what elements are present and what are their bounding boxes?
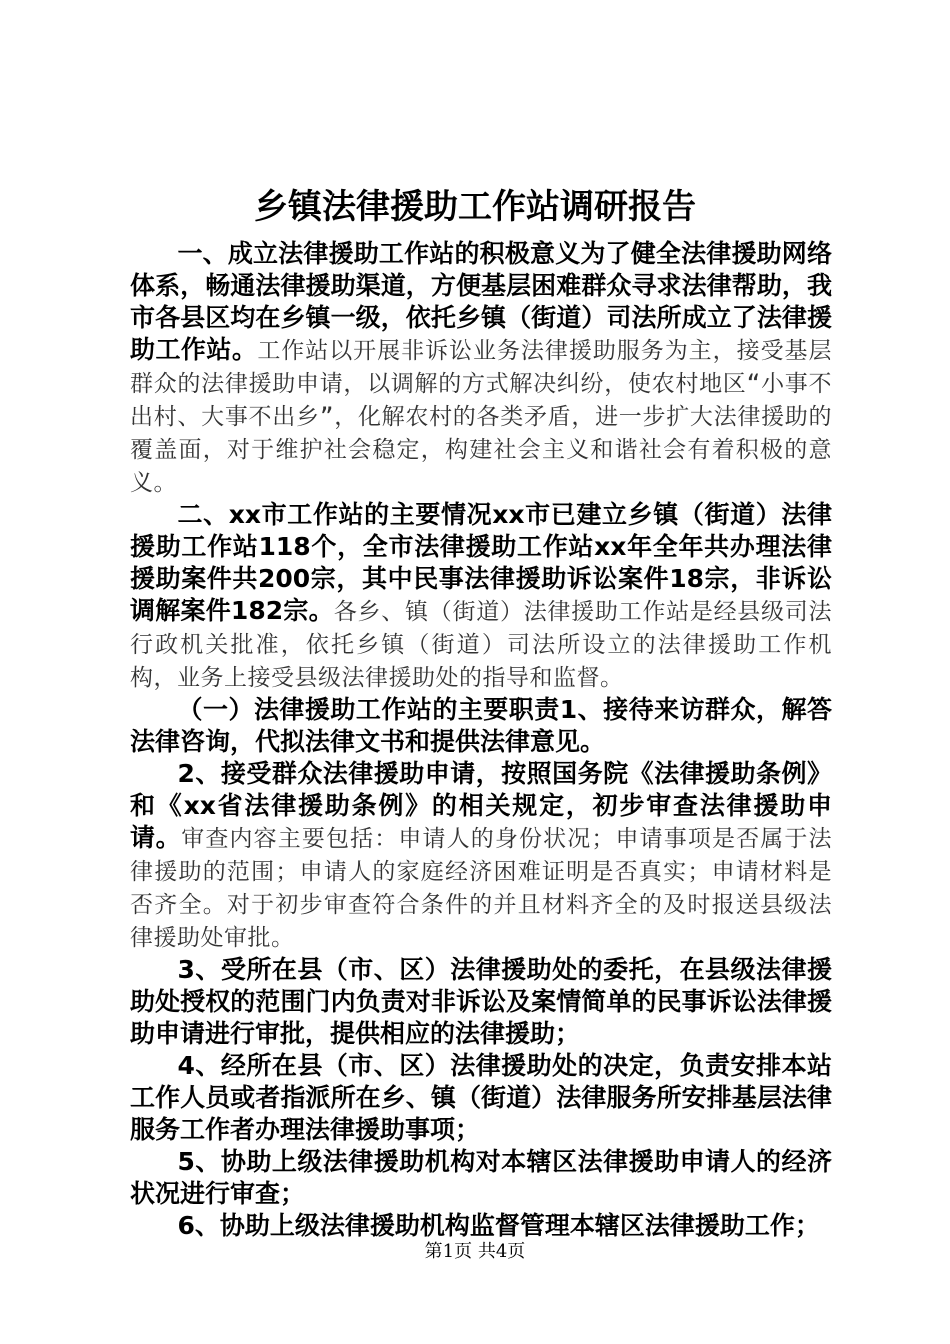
- paragraph: [130, 1210, 832, 1242]
- paragraph-heading-text: 3、受所在县（市、区）法律援助处的委托，在县级法律援助处授权的范围门内负责对非诉讼及案情简单的民事诉讼法律援助申请进行审批，提供相应的法律援助；: [130, 955, 832, 1048]
- document-title: 乡镇法律援助工作站调研报告: [254, 187, 696, 227]
- paragraph: [130, 238, 832, 499]
- paragraph: [130, 1146, 832, 1210]
- paragraph: [130, 758, 832, 954]
- paragraph: [130, 499, 832, 694]
- paragraph: [130, 694, 832, 758]
- paragraph-heading-text: （一）法律援助工作站的主要职责1、接待来访群众，解答法律咨询，代拟法律文书和提供法律意见。: [130, 695, 832, 756]
- paragraph-body-text: 审查内容主要包括：申请人的身份状况；申请事项是否属于法律援助的范围；申请人的家庭经济困难证明是否真实；申请材料是否齐全。对于初步审查符合条件的并且材料齐全的及时报送县级法律援助处审批。: [130, 826, 832, 951]
- paragraph-heading-text: 2、接受群众法律援助申请，按照国务院《法律援助条例》和《xx省法律援助条例》的相关规定，初步审查法律援助申请。: [130, 759, 832, 852]
- page-number-footer: 第1页 共4页: [424, 1241, 526, 1262]
- paragraph-heading-text: 6、协助上级法律援助机构监督管理本辖区法律援助工作；: [177, 1211, 820, 1240]
- paragraph-body-text: 工作站以开展非诉讼业务法律援助服务为主，接受基层群众的法律援助申请，以调解的方式解决纠纷，使农村地区“小事不出村、大事不出乡”，化解农村的各类矛盾，进一步扩大法律援助的覆盖面，对于维护社会稳定，构建社会主义和谐社会有着积极的意义。: [130, 338, 832, 496]
- paragraph-heading-text: 二、xx市工作站的主要情况xx市已建立乡镇（街道）法律援助工作站118个，全市法律援助工作站xx年全年共办理法律援助案件共200宗，其中民事法律援助诉讼案件18宗，非诉讼调解案件182宗。: [130, 500, 832, 625]
- paragraph-heading-text: 4、经所在县（市、区）法律援助处的决定，负责安排本站工作人员或者指派所在乡、镇（街道）法律服务所安排基层法律服务工作者办理法律援助事项；: [130, 1051, 832, 1144]
- paragraph-body-text: 各乡、镇（街道）法律援助工作站是经县级司法行政机关批准，依托乡镇（街道）司法所设立的法律援助工作机构，业务上接受县级法律援助处的指导和监督。: [130, 599, 833, 691]
- paragraph: [130, 954, 832, 1050]
- paragraph-heading-text: 5、协助上级法律援助机构对本辖区法律援助申请人的经济状况进行审查；: [130, 1147, 832, 1208]
- document-body: [130, 238, 832, 1242]
- paragraph: [130, 1050, 832, 1146]
- paragraph-heading-text: 一、成立法律援助工作站的积极意义为了健全法律援助网络体系，畅通法律援助渠道，方便基层困难群众寻求法律帮助，我市各县区均在乡镇一级，依托乡镇（街道）司法所成立了法律援助工作站。: [130, 239, 832, 364]
